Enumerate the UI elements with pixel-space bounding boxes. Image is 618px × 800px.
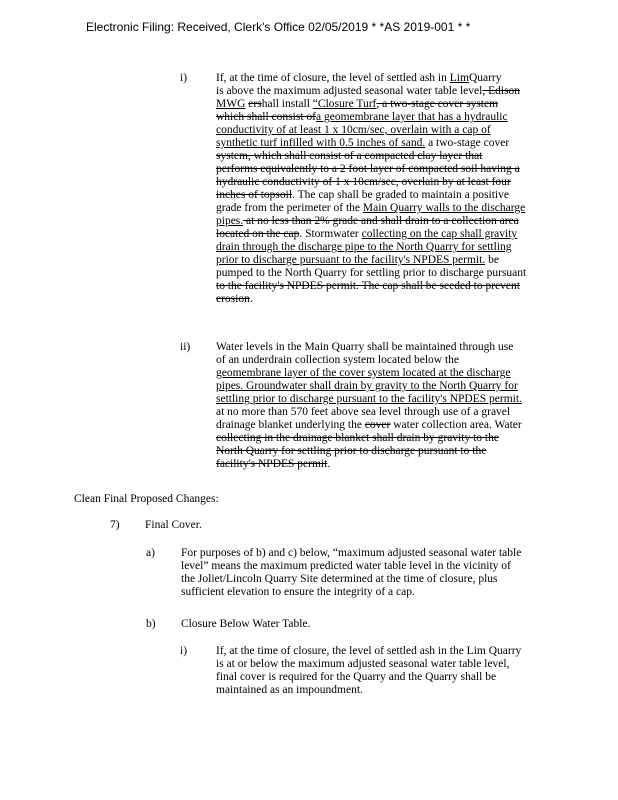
- text-line: [216, 406, 522, 419]
- item-b-i-text: [216, 645, 521, 697]
- item-b-label: b): [146, 618, 156, 630]
- text-line: [216, 393, 522, 406]
- plain-text: . Stormwater: [299, 228, 362, 240]
- deleted-text: cover: [364, 419, 391, 431]
- text-line: [216, 341, 522, 354]
- item-i-numeral: i): [180, 72, 188, 84]
- item-b-title: Closure Below Water Table.: [181, 618, 311, 630]
- inserted-text: Main Quarry walls to the discharge: [362, 202, 526, 214]
- text-line: [216, 293, 526, 306]
- text-line: [216, 645, 521, 658]
- text-line: [216, 254, 526, 267]
- deleted-text: inches of topsoil: [216, 189, 293, 201]
- inserted-text: cm/sec, overlain with a cap of: [352, 124, 491, 136]
- deleted-text: system, which shall consist of a compacted clay layer that: [216, 150, 483, 162]
- text-line: [216, 176, 526, 189]
- plain-text: pumped to the North Quarry for settling prior to discharge pursuant: [216, 267, 527, 279]
- inserted-text: MWG: [216, 98, 246, 110]
- text-line: [216, 445, 522, 458]
- plain-text: final cover is required for the Quarry and the Quarry shall be: [216, 671, 497, 683]
- inserted-text: a geomembrane layer that has a hydraulic: [315, 111, 508, 123]
- text-line: [216, 458, 522, 471]
- text-line: [181, 573, 521, 586]
- item-ii-text: [216, 341, 522, 471]
- item-i-text: [216, 72, 526, 306]
- deleted-text: to the facility's NPDES permit. The cap shall be seeded to prevent: [216, 280, 520, 292]
- text-line: [216, 98, 526, 111]
- plain-text: drainage blanket underlying the: [216, 419, 365, 431]
- text-line: [216, 124, 526, 137]
- plain-text: is above the maximum adjusted seasonal water table level: [216, 85, 483, 97]
- plain-text: If, at the time of closure, the level of settled ash in the Lim Quarry: [216, 645, 522, 657]
- text-line: [216, 267, 526, 280]
- inserted-text: Lim: [449, 72, 469, 84]
- deleted-text: collecting in the drainage blanket shall drain by gravity to the: [216, 432, 499, 444]
- inserted-text: prior to discharge pursuant to the facility's NPDES permit.: [216, 254, 486, 266]
- deleted-text: at no less than 2% grade and shall drain to a collection area: [243, 215, 519, 227]
- plain-text: For purposes of b) and c) below, “maximum adjusted seasonal water table: [181, 547, 522, 559]
- deleted-text: ers: [248, 98, 262, 110]
- text-line: [216, 228, 526, 241]
- text-line: [181, 586, 521, 599]
- plain-text: maintained as an impoundment.: [216, 684, 363, 696]
- item-a-label: a): [146, 547, 155, 559]
- text-line: [216, 354, 522, 367]
- inserted-text: pipes. Groundwater shall drain by gravity to the North Quarry for: [216, 380, 518, 392]
- text-line: [216, 189, 526, 202]
- text-line: [216, 367, 522, 380]
- inserted-text: geomembrane layer of the cover system located at the discharge: [216, 367, 511, 379]
- inserted-text: pipes.: [216, 215, 244, 227]
- text-line: [216, 671, 521, 684]
- plain-text: sufficient elevation to ensure the integrity of a cap.: [181, 586, 415, 598]
- text-line: [216, 215, 526, 228]
- text-line: [216, 684, 521, 697]
- plain-text: .: [249, 293, 253, 305]
- text-line: [216, 150, 526, 163]
- plain-text: water collection area. Water: [390, 419, 522, 431]
- text-line: [216, 419, 522, 432]
- item-ii-numeral: ii): [180, 341, 191, 353]
- text-line: [216, 380, 522, 393]
- plain-text: . The cap shall be graded to maintain a positive: [292, 189, 509, 201]
- deleted-text: North Quarry for settling prior to discharge pursuant to the: [216, 445, 487, 457]
- item-a-text: [181, 547, 521, 599]
- deleted-text: hydraulic conductivity of 1 x 10: [216, 176, 364, 188]
- text-line: [216, 202, 526, 215]
- text-line: [181, 547, 521, 560]
- text-line: [216, 85, 526, 98]
- deleted-text: cm/sec, overlain by at least four: [363, 176, 511, 188]
- plain-text: Water levels in the Main Quarry shall be maintained through use: [216, 341, 514, 353]
- deleted-text: , a two-stage cover system: [376, 98, 499, 110]
- plain-text: is at or below the maximum adjusted seasonal water table level,: [216, 658, 510, 670]
- text-line: [216, 658, 521, 671]
- deleted-text: which shall consist of: [216, 111, 316, 123]
- plain-text: a two-stage cover: [425, 137, 510, 149]
- text-line: [181, 560, 521, 573]
- plain-text: .: [327, 458, 331, 470]
- plain-text: grade from the perimeter of the: [216, 202, 363, 214]
- final-cover-number: 7): [110, 519, 120, 531]
- item-b-i-numeral: i): [180, 645, 188, 657]
- clean-changes-heading: Clean Final Proposed Changes:: [74, 493, 219, 505]
- inserted-text: settling prior to discharge pursuant to the facility's NPDES permit.: [216, 393, 522, 405]
- text-line: [216, 111, 526, 124]
- plain-text: If, at the time of closure, the level of settled ash in: [216, 72, 450, 84]
- text-line: [216, 241, 526, 254]
- deleted-text: facility's NPDES permit: [216, 458, 328, 470]
- inserted-text: collecting on the cap shall gravity: [361, 228, 518, 240]
- text-line: [216, 72, 526, 85]
- inserted-text: drain through the discharge pipe to the North Quarry for settling: [216, 241, 512, 253]
- text-line: [216, 280, 526, 293]
- plain-text: Quarry: [468, 72, 502, 84]
- deleted-text: , Edison: [482, 85, 521, 97]
- plain-text: the Joliet/Lincoln Quarry Site determined at the time of closure, plus: [181, 573, 498, 585]
- plain-text: of an underdrain collection system located below the: [216, 354, 460, 366]
- deleted-text: performs equivalently to a 2 foot layer of compacted soil having a: [216, 163, 520, 175]
- deleted-text: erosion: [216, 293, 250, 305]
- plain-text: hall install: [261, 98, 313, 110]
- text-line: [216, 432, 522, 445]
- inserted-text: conductivity of at least 1 x 10: [216, 124, 353, 136]
- inserted-text: “Closure Turf: [312, 98, 377, 110]
- filing-header: Electronic Filing: Received, Clerk's Office 02/05/2019 * *AS 2019-001 * *: [86, 20, 471, 34]
- inserted-text: synthetic turf infilled with 0.5 inches of sand.: [216, 137, 426, 149]
- text-line: [216, 163, 526, 176]
- plain-text: be: [485, 254, 499, 266]
- text-line: [216, 137, 526, 150]
- plain-text: at no more than 570 feet above sea level through use of a gravel: [216, 406, 511, 418]
- deleted-text: located on the cap: [216, 228, 300, 240]
- final-cover-title: Final Cover.: [145, 519, 202, 531]
- plain-text: level” means the maximum predicted water table level in the vicinity of: [181, 560, 511, 572]
